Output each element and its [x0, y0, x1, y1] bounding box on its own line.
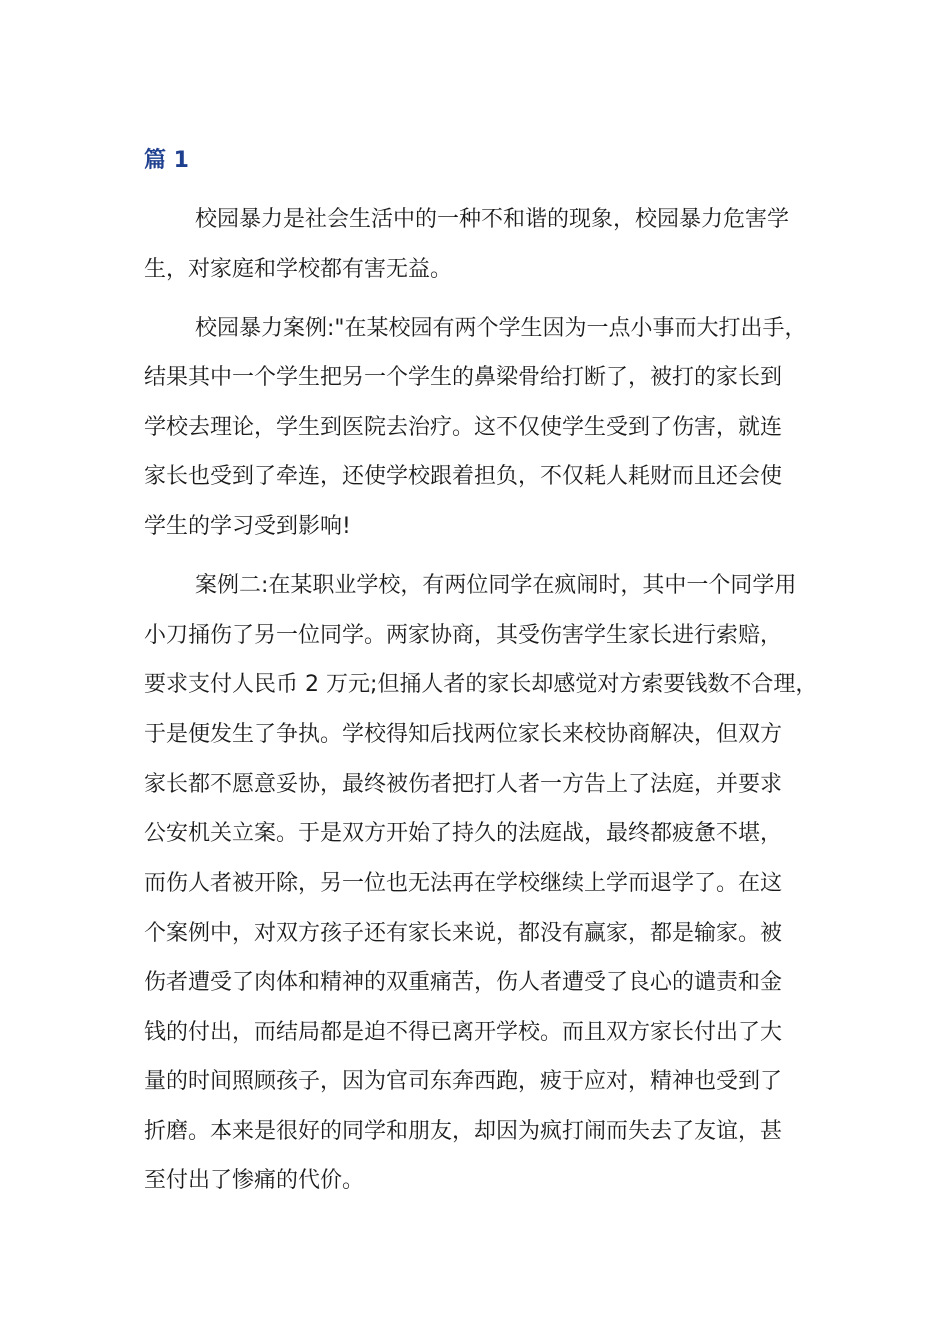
paragraph-3-line-4: 于是便发生了争执。学校得知后找两位家长来校协商解决，但双方	[144, 722, 783, 747]
paragraph-3-line-2: 小刀捅伤了另一位同学。两家协商，其受伤害学生家长进行索赔，	[144, 623, 783, 648]
paragraph-3-line-3: 要求支付人民币 2 万元;但捅人者的家长却感觉对方索要钱数不合理，	[144, 672, 818, 697]
paragraph-3-line-6: 公安机关立案。于是双方开始了持久的法庭战，最终都疲惫不堪，	[144, 821, 783, 846]
paragraph-2-line-5: 学生的学习受到影响!	[144, 514, 351, 539]
paragraph-1-line-2: 生，对家庭和学校都有害无益。	[144, 257, 453, 282]
paragraph-3-line-12: 折磨。本来是很好的同学和朋友，却因为疯打闹而失去了友谊，甚	[144, 1119, 783, 1144]
paragraph-3-line-10: 钱的付出，而结局都是迫不得已离开学校。而且双方家长付出了大	[144, 1020, 783, 1045]
paragraph-3-line-7: 而伤人者被开除，另一位也无法再在学校继续上学而退学了。在这	[144, 871, 783, 896]
paragraph-1-line-1: 校园暴力是社会生活中的一种不和谐的现象，校园暴力危害学	[195, 207, 790, 232]
paragraph-3-line-1: 案例二:在某职业学校，有两位同学在疯闹时，其中一个同学用	[195, 573, 797, 598]
paragraph-3-line-5: 家长都不愿意妥协，最终被伤者把打人者一方告上了法庭，并要求	[144, 772, 783, 797]
paragraph-3-line-11: 量的时间照顾孩子，因为官司东奔西跑，疲于应对，精神也受到了	[144, 1069, 783, 1094]
paragraph-2-line-3: 学校去理论，学生到医院去治疗。这不仅使学生受到了伤害，就连	[144, 415, 783, 440]
paragraph-3-line-8: 个案例中，对双方孩子还有家长来说，都没有赢家，都是输家。被	[144, 921, 783, 946]
paragraph-2-line-4: 家长也受到了牵连，还使学校跟着担负，不仅耗人耗财而且还会使	[144, 464, 783, 489]
paragraph-3-line-9: 伤者遭受了肉体和精神的双重痛苦，伤人者遭受了良心的谴责和金	[144, 970, 783, 995]
section-heading: 篇 1	[144, 148, 189, 173]
paragraph-3-line-13: 至付出了惨痛的代价。	[144, 1168, 365, 1193]
paragraph-2-line-1: 校园暴力案例:"在某校园有两个学生因为一点小事而大打出手，	[195, 316, 807, 341]
paragraph-2-line-2: 结果其中一个学生把另一个学生的鼻梁骨给打断了，被打的家长到	[144, 365, 783, 390]
